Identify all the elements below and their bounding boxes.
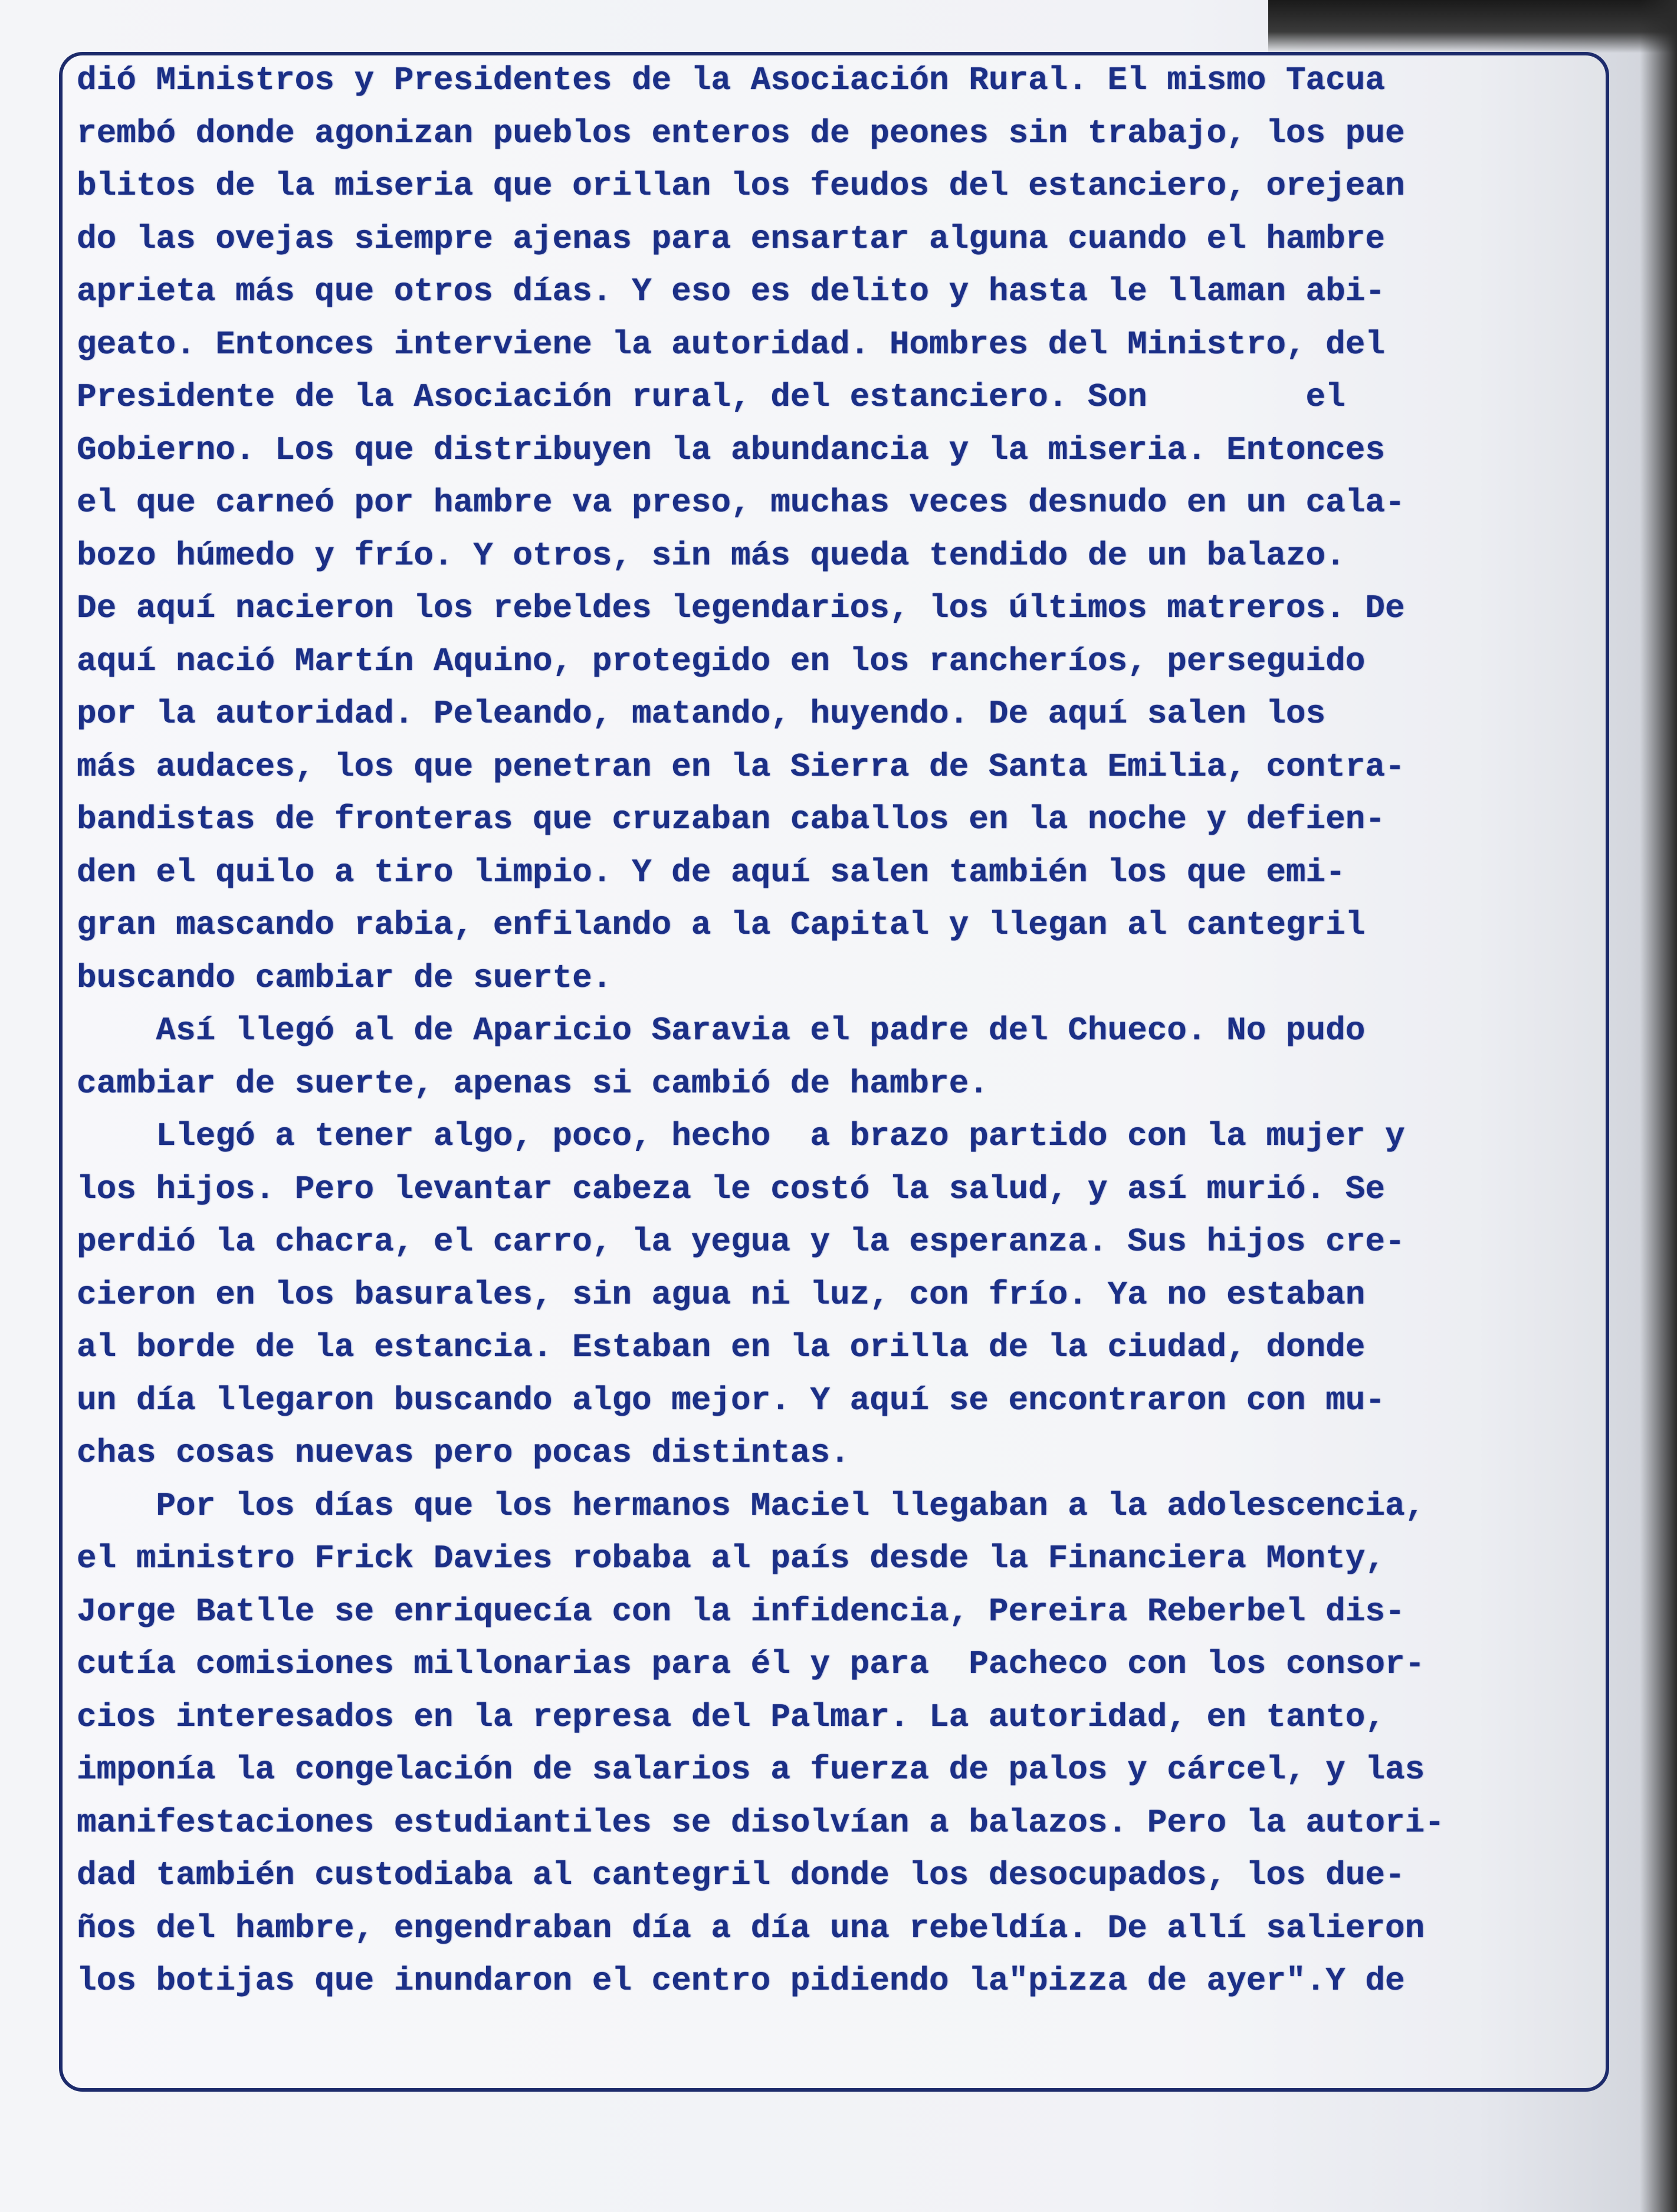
text-line: bandistas de fronteras que cruzaban caballos en la noche y defien- bbox=[77, 800, 1385, 838]
text-line: el que carneó por hambre va preso, muchas veces desnudo en un cala- bbox=[77, 484, 1405, 521]
text-line: cios interesados en la represa del Palmar. La autoridad, en tanto, bbox=[77, 1698, 1385, 1736]
text-line: cambiar de suerte, apenas si cambió de hambre. bbox=[77, 1064, 989, 1102]
text-line: geato. Entonces interviene la autoridad. Hombres del Ministro, del bbox=[77, 325, 1385, 363]
text-line: gran mascando rabia, enfilando a la Capital y llegan al cantegril bbox=[77, 906, 1366, 944]
text-line: aquí nació Martín Aquino, protegido en los rancheríos, perseguido bbox=[77, 642, 1366, 680]
text-line: Gobierno. Los que distribuyen la abundancia y la miseria. Entonces bbox=[77, 431, 1385, 469]
text-line: dad también custodiaba al cantegril donde los desocupados, los due- bbox=[77, 1856, 1405, 1894]
text-line: los hijos. Pero levantar cabeza le costó la salud, y así murió. Se bbox=[77, 1170, 1385, 1208]
scan-shadow-right bbox=[1640, 0, 1677, 2212]
text-line: dió Ministros y Presidentes de la Asociación Rural. El mismo Tacua bbox=[77, 61, 1385, 99]
text-line: Presidente de la Asociación rural, del estanciero. Son el bbox=[77, 378, 1345, 416]
text-line: más audaces, los que penetran en la Sierra de Santa Emilia, contra- bbox=[77, 747, 1405, 786]
text-line: un día llegaron buscando algo mejor. Y aquí se encontraron con mu- bbox=[77, 1381, 1385, 1419]
text-line: ños del hambre, engendraban día a día una rebeldía. De allí salieron bbox=[77, 1909, 1425, 1947]
text-line: cutía comisiones millonarias para él y para Pacheco con los consor- bbox=[77, 1645, 1425, 1683]
text-line: Por los días que los hermanos Maciel llegaban a la adolescencia, bbox=[77, 1486, 1425, 1525]
text-line: Jorge Batlle se enriquecía con la infidencia, Pereira Reberbel dis- bbox=[77, 1592, 1405, 1630]
text-line: bozo húmedo y frío. Y otros, sin más queda tendido de un balazo. bbox=[77, 536, 1345, 575]
text-line: los botijas que inundaron el centro pidiendo la"pizza de ayer".Y de bbox=[77, 1962, 1405, 2000]
text-line: aprieta más que otros días. Y eso es delito y hasta le llaman abi- bbox=[77, 273, 1385, 310]
text-line: cieron en los basurales, sin agua ni luz, con frío. Ya no estaban bbox=[77, 1275, 1366, 1314]
text-line: perdió la chacra, el carro, la yegua y la esperanza. Sus hijos cre- bbox=[77, 1223, 1405, 1261]
text-line: den el quilo a tiro limpio. Y de aquí salen también los que emi- bbox=[77, 853, 1345, 891]
scan-shadow-top bbox=[1268, 0, 1677, 53]
text-line: De aquí nacieron los rebeldes legendarios, los últimos matreros. De bbox=[77, 589, 1405, 627]
text-line: Llegó a tener algo, poco, hecho a brazo partido con la mujer y bbox=[77, 1117, 1405, 1155]
text-line: blitos de la miseria que orillan los feudos del estanciero, orejean bbox=[77, 167, 1405, 205]
text-line: al borde de la estancia. Estaban en la orilla de la ciudad, donde bbox=[77, 1328, 1366, 1366]
text-line: manifestaciones estudiantiles se disolvían a balazos. Pero la autori- bbox=[77, 1803, 1445, 1842]
text-line: rembó donde agonizan pueblos enteros de peones sin trabajo, los pue bbox=[77, 114, 1405, 152]
text-line: buscando cambiar de suerte. bbox=[77, 959, 612, 997]
text-line: chas cosas nuevas pero pocas distintas. bbox=[77, 1434, 850, 1472]
text-line: por la autoridad. Peleando, matando, huyendo. De aquí salen los bbox=[77, 695, 1326, 733]
text-line: el ministro Frick Davies robaba al país desde la Financiera Monty, bbox=[77, 1540, 1385, 1577]
text-line: Así llegó al de Aparicio Saravia el padre del Chueco. No pudo bbox=[77, 1012, 1366, 1049]
text-line: imponía la congelación de salarios a fuerza de palos y cárcel, y las bbox=[77, 1751, 1425, 1788]
text-line: do las ovejas siempre ajenas para ensartar alguna cuando el hambre bbox=[77, 219, 1385, 258]
typewritten-text-body bbox=[77, 54, 1610, 2072]
